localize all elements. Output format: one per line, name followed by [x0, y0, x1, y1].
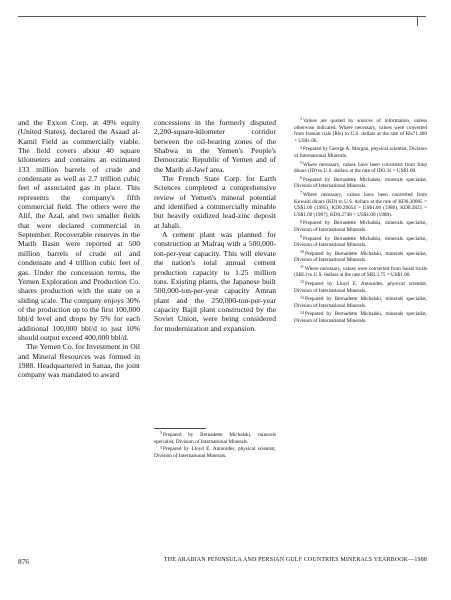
footnote: $^{14}$Prepared by Bernadette Michalski, minerals specialist, Division of International Minerals.	[294, 309, 427, 325]
top-rule	[18, 16, 426, 17]
footnotes-column-3	[294, 118, 427, 327]
footnote: $^{11}$Where necessary, values were converted from Saudi riyals (SRL) to U.S. dollars at the rate of SRL3.75 = US$1.00.	[294, 264, 427, 279]
paragraph: and the Exxon Corp. at 49% equity (United States), declared the Asaad al-Kamil Field as commercially viable. The field covers about 40 square kilometers and contains an estimated 133 million barrels of crude and condensate as well as 2.7 trillion cubic feet of associated gas in place. This represents the company's fifth commercial field. The others were the Alif, the Azal, and two smaller fields that were declared commercial in September. Recoverable reserves in the Marib Basin were reported at 500 million barrels of crude oil and condensate and 4 trillion cubic feet of gas. Under the concession terms, the Yemen Exploration and Production Co. shares production with the state on a sliding scale. The company enjoys 30% of the production up to the first 100,000 bbl/d level and drops by 5% for each additional 100,000 bbl/d to just 10% should output exceed 400,000 bbl/d.	[18, 118, 140, 342]
footnote: $^5$Where necessary, values have been converted from Iraqi dinars (ID) to U.S. dollars at the rate of ID0.31 = US$1.00.	[294, 159, 427, 175]
footnote: $^5$Prepared by Bernadette Michalski, minerals specialist, Division of International Minerals.	[154, 430, 276, 445]
footnote: $^3$Prepared by Lloyd E. Antonides, physical scientist, Division of International Minerals.	[154, 444, 276, 459]
footnote: $^8$Prepared by Bernadette Michalski, minerals specialist, Division of International Minerals.	[294, 218, 427, 233]
footnotes-column-2	[154, 432, 276, 460]
running-footer-title: THE ARABIAN PENINSULA AND PERSIAN GULF COUNTRIES MINERALS YEARBOOK—1988	[163, 557, 427, 563]
page-number: 876	[18, 557, 30, 566]
paragraph: The Yemen Co. for Investment in Oil and Mineral Resources was formed in 1988. Headquartered in Sanaa, the joint company was mandated to award	[18, 342, 140, 380]
footnote: $^{12}$Prepared by Lloyd E. Antonides, physical scientist, Division of International Minerals.	[294, 279, 427, 294]
footnote: $^7$Where necessary, values have been converted from Kuwaiti dinars (KD) to U.S. dollars at the rate of KD0.30085 = US$1.00 (1985), KD0.29054 = US$1.00 (1986), KD0.2825 = US$1.00 (1987), KD0.2748 = US$1.00 (1988).	[294, 190, 427, 218]
text-column-1	[18, 118, 140, 380]
footnote: $^{10}$Prepared by Bernadette Michalski, minerals specialist, Division of International Minerals.	[294, 249, 427, 264]
footnote: $^4$Prepared by George A. Morgan, physical scientist, Division of International Minerals.	[294, 144, 427, 159]
top-rule-tick	[417, 16, 418, 26]
footnote: $^1$Values are quoted by sources of information, unless otherwise indicated. Where necessary, values were converted from Iranian rials (Rls) to U.S. dollars at the rate of Rls71.460 = US$1.00.	[294, 116, 427, 144]
footnote-rule	[154, 428, 206, 429]
paragraph: The French State Corp. for Earth Sciences completed a comprehensive review of Yemen's mineral potential and identified a commercially minable but heavily oxidized lead-zinc deposit at Jabali.	[154, 174, 276, 230]
footnote: $^{13}$Prepared by Bernadette Michalski, minerals specialist, Division of International Minerals.	[294, 294, 427, 309]
footnote: $^6$Prepared by Bernadette Michalski, minerals specialist, Division of International Minerals.	[294, 175, 427, 190]
paragraph: concessions in the formerly disputed 2,200-square-kilometer corridor between the oil-bearing zones of the Shabwa in the Yemen's People's Democratic Republic of Yemen and of the Marib al-Jawf area.	[154, 118, 276, 174]
text-column-2	[154, 118, 276, 333]
footnote: $^9$Prepared by Bernadette Michalski, minerals specialist, Division of International Minerals.	[294, 233, 427, 249]
paragraph: A cement plant was planned for construction at Mafraq with a 500,000-ton-per-year capacity. This will elevate the nation's total annual cement production capacity to 1.25 million tons. Existing plants, the Japanese built 500,000-ton-per-year capacity Amran plant and the 250,000-ton-per-year capacity Bajil plant constructed by the Soviet Union, were being considered for modernization and expansion.	[154, 230, 276, 333]
